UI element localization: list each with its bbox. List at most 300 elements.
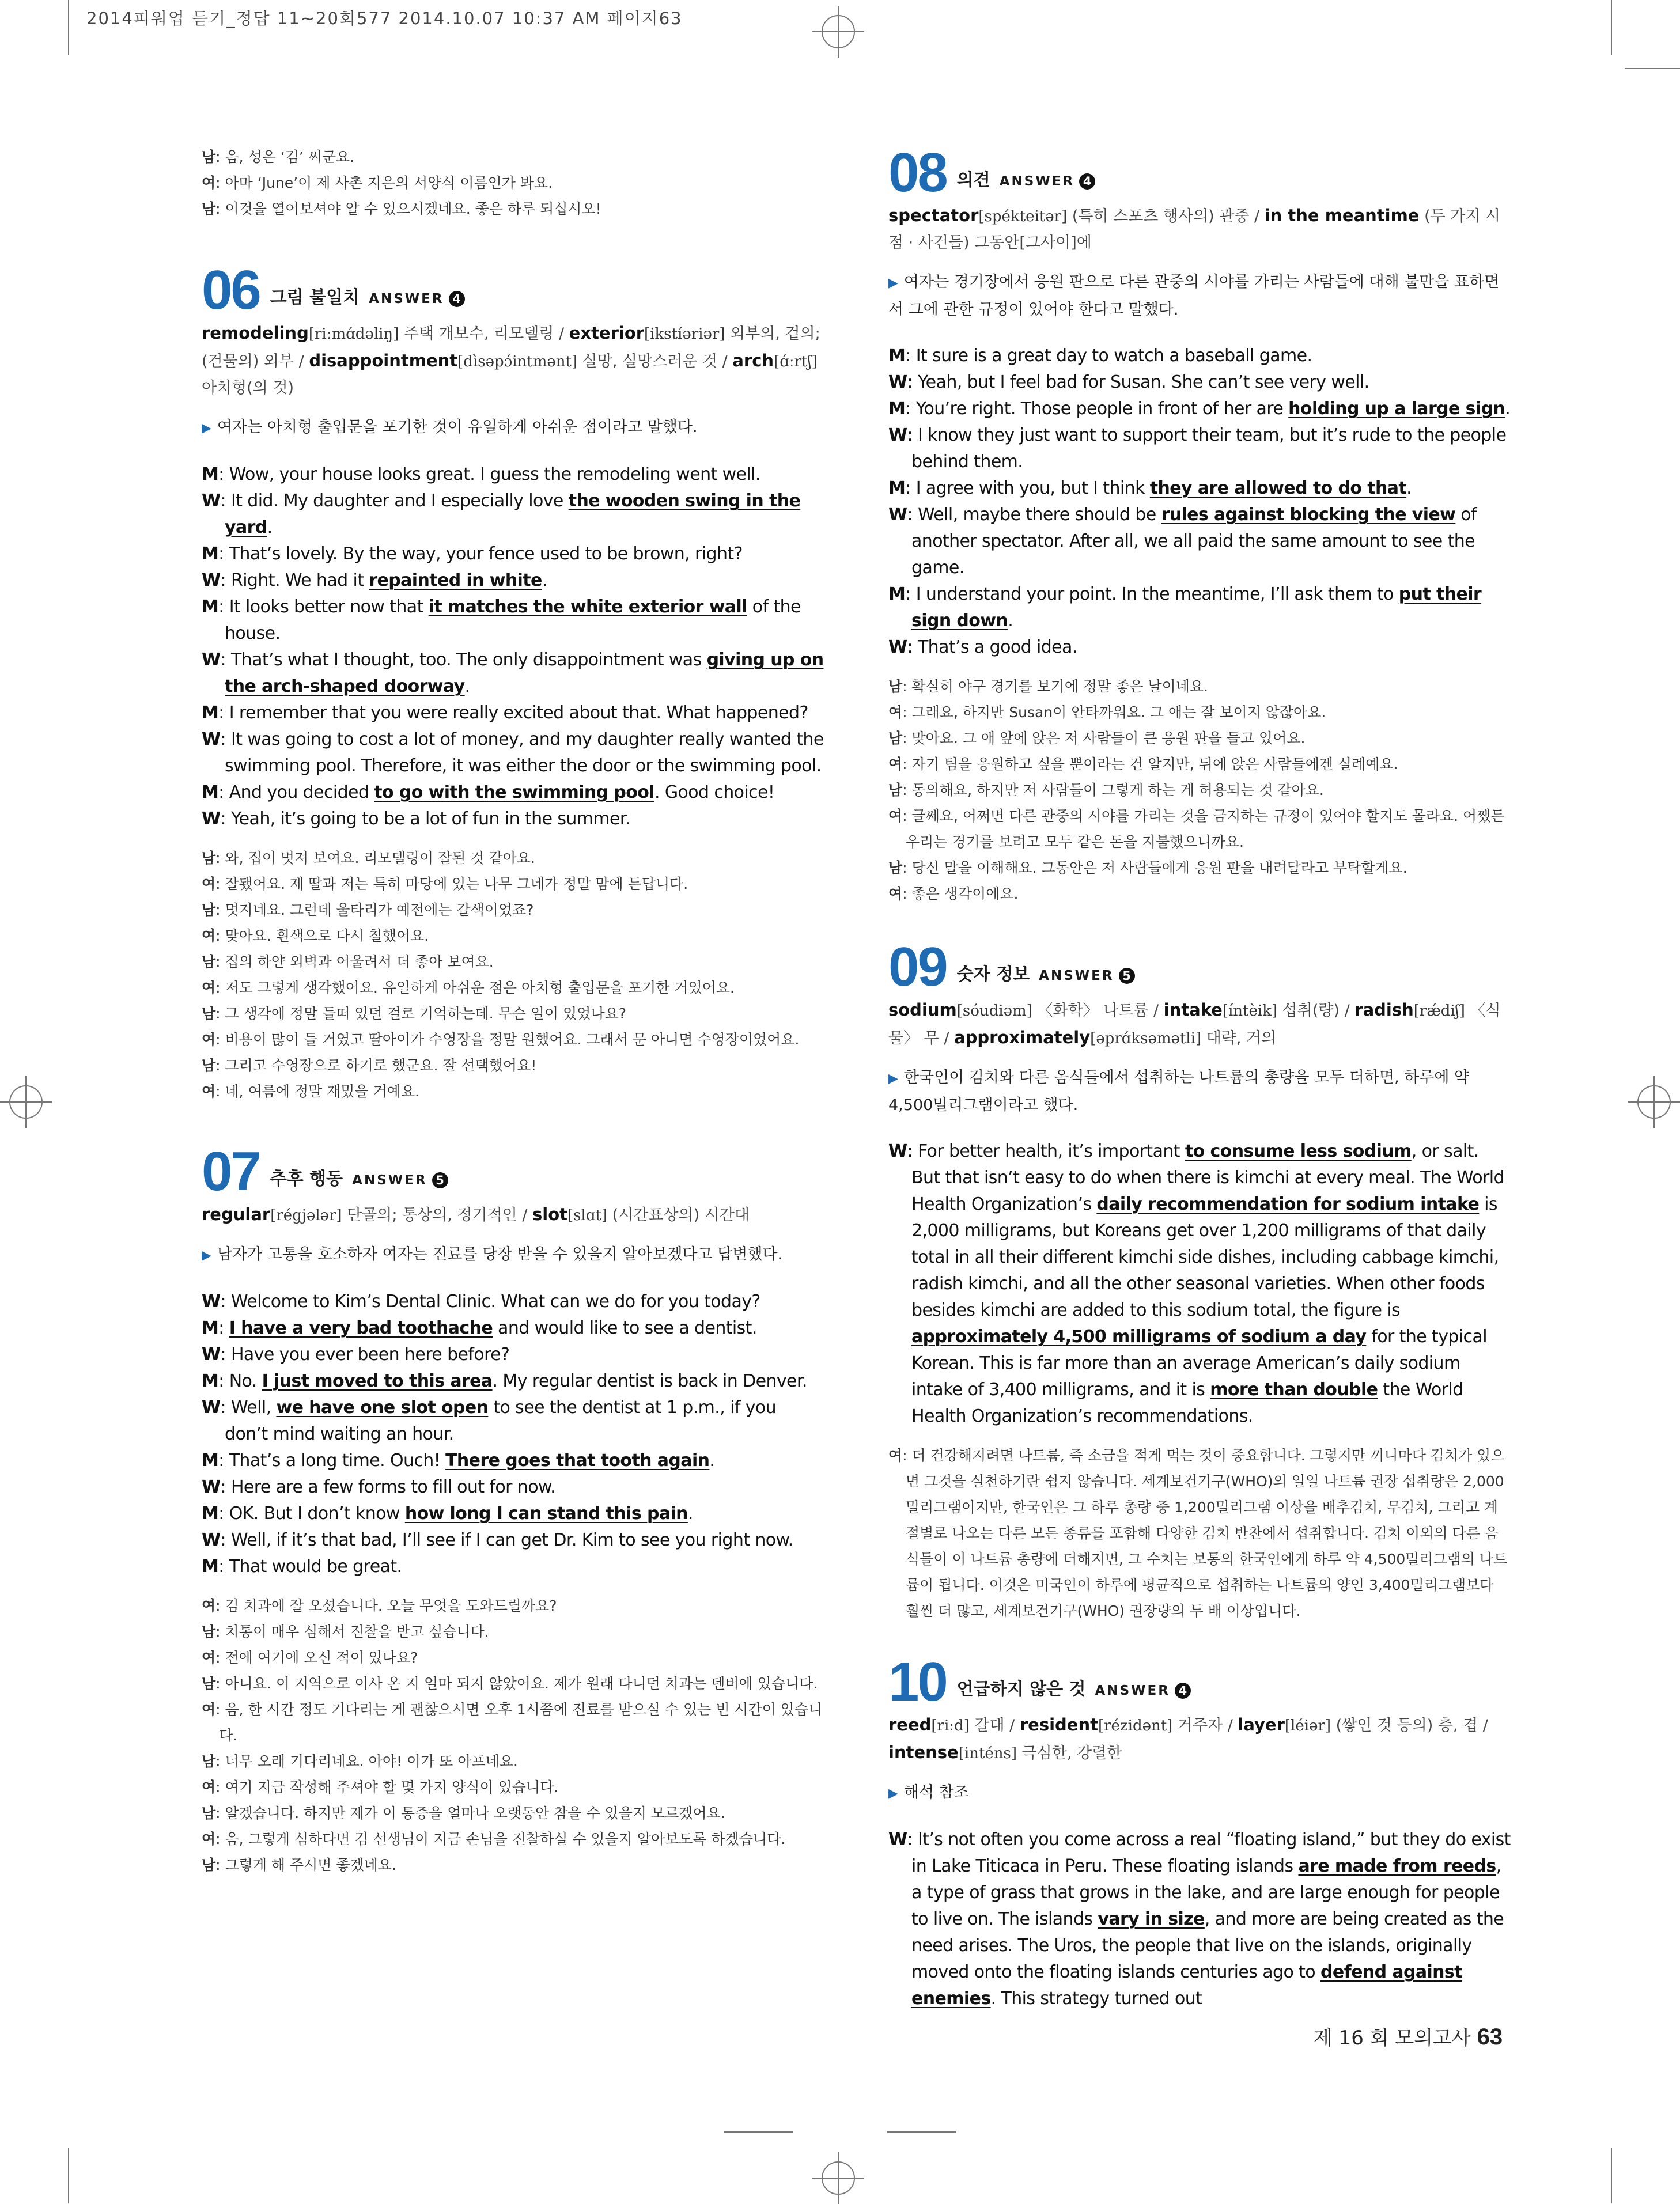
dialog-text: . xyxy=(709,1451,715,1471)
translation-text: : 그렇게 해 주시면 좋겠네요. xyxy=(215,1857,396,1873)
vocab-phonetic: [rǽdiʃ] xyxy=(1413,1002,1465,1020)
answer-number: 4 xyxy=(1175,1683,1191,1699)
registration-mark-icon xyxy=(812,6,864,58)
vocab-phonetic: [spékteitər] xyxy=(978,208,1068,225)
speaker-label: 남 xyxy=(202,1753,216,1770)
speaker-label: 남 xyxy=(202,902,216,918)
translation-text: : 음, 성은 ‘김’ 씨군요. xyxy=(215,149,355,165)
vocab-word: approximately xyxy=(954,1028,1091,1047)
speaker-label: 남 xyxy=(888,782,903,798)
dialog-text: : That’s lovely. By the way, your fence used to be brown, right? xyxy=(218,544,743,564)
section-number: 08 xyxy=(888,142,947,203)
speaker-label: 여 xyxy=(888,1447,903,1464)
section-number: 09 xyxy=(888,936,947,998)
speaker-label: 여 xyxy=(202,927,216,944)
speaker-label: W xyxy=(202,1398,221,1418)
translation-line xyxy=(888,751,1511,777)
spacer xyxy=(888,323,1511,343)
translation-text: : 음, 그렇게 심하다면 김 선생님이 지금 손님을 진찰하실 수 있을지 알아보도록 하겠습니다. xyxy=(215,1831,786,1847)
vocab-phonetic: [riːmɑ́dəliŋ] xyxy=(308,325,399,343)
dialog-text: . Good choice! xyxy=(654,782,775,802)
speaker-label: M xyxy=(888,346,906,366)
speaker-label: W xyxy=(888,1830,907,1850)
vocabulary-list xyxy=(202,320,824,402)
speaker-label: 여 xyxy=(202,1701,216,1718)
speaker-label: 남 xyxy=(202,1005,216,1022)
explanation-text: 여자는 경기장에서 응원 판으로 다른 관중의 시야를 가리는 사람들에 대해 불만을 표하면서 그에 관한 규정이 있어야 한다고 말했다. xyxy=(888,273,1500,319)
vocab-meaning: 거주자 / xyxy=(1172,1717,1238,1735)
dialog-line xyxy=(202,1368,824,1395)
previous-translation-end xyxy=(202,144,824,222)
section-07 xyxy=(202,1134,824,1878)
dialog-text: : It did. My daughter and I especially love xyxy=(220,491,569,511)
section-06 xyxy=(202,253,824,1104)
vocab-phonetic: [ɑ́ːrtʃ] xyxy=(774,353,818,370)
translation-line xyxy=(888,699,1511,725)
dialog-line xyxy=(202,1395,824,1448)
translation-line xyxy=(202,1593,824,1619)
translation-line xyxy=(202,1774,824,1800)
speaker-label: 남 xyxy=(202,1675,216,1692)
section-title: 그림 불일치 xyxy=(270,287,360,308)
dialog-line xyxy=(202,647,824,700)
translation-text: : 그 생각에 정말 들떠 있던 걸로 기억하는데. 무슨 일이 있었나요? xyxy=(215,1005,627,1022)
registration-mark-icon xyxy=(0,1076,52,1128)
answer-label xyxy=(1000,173,1095,190)
speaker-label: 남 xyxy=(202,149,216,165)
vocab-word: intake xyxy=(1163,1000,1223,1020)
speaker-label: 여 xyxy=(202,175,216,191)
dialog-text: : That would be great. xyxy=(218,1557,402,1577)
translation-line xyxy=(202,845,824,871)
dialog-text: : I understand your point. In the meantime, I’ll ask them to xyxy=(905,584,1399,604)
translation-line xyxy=(202,975,824,1001)
dialog-text: : Well, xyxy=(220,1398,277,1418)
dialog-text: : For better health, it’s important xyxy=(907,1141,1185,1161)
speaker-label: 여 xyxy=(202,876,216,892)
translation-line xyxy=(202,1027,824,1052)
dialog-text: , a type of grass that grows in the lake, and are large enough for people to live on. The islands xyxy=(911,1856,1501,1929)
speaker-label: 여 xyxy=(202,1831,216,1847)
spacer xyxy=(202,832,824,845)
page-number: 63 xyxy=(1477,2024,1503,2050)
answer-explanation xyxy=(202,414,824,442)
translation-text: : 치통이 매우 심해서 진찰을 받고 싶습니다. xyxy=(215,1623,489,1640)
dialog-line xyxy=(202,726,824,779)
translation-text: : 너무 오래 기다리네요. 아야! 이가 또 아프네요. xyxy=(215,1753,518,1770)
answer-text: ANSWER xyxy=(1039,968,1114,983)
speaker-label: 여 xyxy=(888,704,903,721)
speaker-label: M xyxy=(202,703,219,723)
section-08 xyxy=(888,135,1511,907)
dialog-line xyxy=(202,1448,824,1474)
footer-label: 제 16 회 모의고사 xyxy=(1314,2027,1471,2050)
section-title: 숫자 정보 xyxy=(956,964,1030,984)
dialog-text: : Yeah, it’s going to be a lot of fun in the summer. xyxy=(220,809,630,829)
section-number: 10 xyxy=(888,1651,947,1713)
speaker-label: 남 xyxy=(202,1805,216,1821)
translation-line xyxy=(888,855,1511,881)
translation-text: : 확실히 야구 경기를 보기에 정말 좋은 날이네요. xyxy=(902,678,1209,695)
translation-text: : 글쎄요, 어쩌면 다른 관중의 시야를 가리는 것을 금지하는 규정이 있어야 할지도 몰라요. 어쨌든 우리는 경기를 보려고 모두 같은 돈을 지불했으니까요. xyxy=(902,808,1505,850)
key-phrase: holding up a large sign xyxy=(1288,399,1505,419)
translation-text: : 음, 한 시간 정도 기다리는 게 괜찮으시면 오후 1시쯤에 진료를 받으실 수 있는 빈 시간이 있습니다. xyxy=(215,1701,823,1744)
section-number: 06 xyxy=(202,259,260,321)
speaker-label: 여 xyxy=(202,1083,216,1100)
speaker-label: W xyxy=(202,809,221,829)
speaker-label: 남 xyxy=(202,1857,216,1873)
answer-text: ANSWER xyxy=(352,1173,427,1188)
translation-text: : 집의 하얀 외벽과 어울려서 더 좋아 보여요. xyxy=(215,953,494,970)
key-phrase: they are allowed to do that xyxy=(1149,478,1407,498)
vocab-word: exterior xyxy=(569,323,645,343)
translation-text: : 동의해요, 하지만 저 사람들이 그렇게 하는 게 허용되는 것 같아요. xyxy=(902,782,1324,798)
dialog-text: : It’s not often you come across a real “floating island,” but they do exist in Lake Titicaca in Peru. These floating islands xyxy=(907,1830,1511,1876)
translation-text: : 잘됐어요. 제 딸과 저는 특히 마당에 있는 나무 그네가 정말 맘에 든답니다. xyxy=(215,876,688,892)
dialog-text: . This strategy turned out xyxy=(990,1989,1202,2009)
key-phrase: defend against enemies xyxy=(911,1962,1462,2009)
translation-line xyxy=(888,881,1511,907)
crop-mark xyxy=(1625,68,1680,69)
section-09 xyxy=(888,930,1511,1624)
speaker-label: W xyxy=(202,491,221,511)
speaker-label: M xyxy=(202,1371,219,1391)
dialog-text: : It was going to cost a lot of money, and my daughter really wanted the swimming pool. Therefore, it was either the door or the swimming pool. xyxy=(220,729,824,776)
print-header: 2014피워업 듣기_정답 11~20회577 2014.10.07 10:37 AM 페이지63 xyxy=(86,9,683,28)
explanation-text: 해석 참조 xyxy=(903,1783,969,1801)
speaker-label: W xyxy=(888,505,907,525)
spacer xyxy=(202,1580,824,1593)
speaker-label: M xyxy=(888,478,906,498)
vocab-phonetic: [íntèik] xyxy=(1222,1002,1278,1020)
vocab-meaning: (두 가지 시점 · 사건들) 그동안[그사이]에 xyxy=(888,207,1501,252)
translation-text: : 비용이 많이 들 거였고 딸아이가 수영장을 정말 원했어요. 그래서 문 아니면 수영장이었어요. xyxy=(215,1031,800,1048)
speaker-label: M xyxy=(202,597,219,617)
translation-text: : 그래요, 하지만 Susan이 안타까워요. 그 애는 잘 보이지 않잖아요. xyxy=(902,704,1326,721)
speaker-label: 남 xyxy=(888,730,903,747)
dialog-text: : Welcome to Kim’s Dental Clinic. What can we do for you today? xyxy=(220,1292,760,1312)
dialog-text: for the typical Korean. This is far more than an average American’s daily sodium intake of 3,400 milligrams, and it is xyxy=(911,1327,1487,1400)
key-phrase: we have one slot open xyxy=(276,1398,489,1418)
dialog-text: . xyxy=(1008,611,1013,631)
vocab-meaning: (쌓인 것 등의) 층, 겹 / xyxy=(1331,1717,1488,1735)
speaker-label: 여 xyxy=(202,1649,216,1666)
translation-line xyxy=(202,1696,824,1748)
speaker-label: W xyxy=(202,1292,221,1312)
translation-block xyxy=(888,1442,1511,1624)
explanation-text: 남자가 고통을 호소하자 여자는 진료를 당장 받을 수 있을지 알아보겠다고 답변했다. xyxy=(217,1245,783,1263)
key-phrase: the wooden swing in the yard xyxy=(225,491,801,537)
key-phrase: giving up on the arch-shaped doorway xyxy=(225,650,824,696)
translation-line xyxy=(202,196,824,222)
left-column xyxy=(202,144,824,1878)
translation-line xyxy=(202,170,824,196)
crop-mark xyxy=(68,2148,69,2203)
triangle-bullet-icon: ▶ xyxy=(202,421,211,436)
translation-line xyxy=(202,144,824,170)
dialog-text: : Yeah, but I feel bad for Susan. She can’t see very well. xyxy=(907,372,1369,392)
vocab-meaning: 실망, 실망스러운 것 / xyxy=(577,353,733,370)
speaker-label: 남 xyxy=(202,1623,216,1640)
key-phrase: more than double xyxy=(1210,1380,1378,1400)
dialog-line xyxy=(202,1501,824,1527)
vocab-meaning: 주택 개보수, 리모델링 / xyxy=(399,325,569,343)
translation-text: : 더 건강해지려면 나트륨, 즉 소금을 적게 먹는 것이 중요합니다. 그렇지만 끼니마다 김치가 있으면 그것을 실천하기란 쉽지 않습니다. 세계보건기구(WHO)의 일일 나트륨 권장 섭취량은 2,000밀리그램이지만, 한국인은 그 하루 총량 중 1,200밀리그램 이상을 배추김치, 무김치, 그리고 계절별로 나오는 다른 모든 종류를 포함해 다양한 김치 반찬에서 섭취합니다. 김치 이외의 다른 음식들이 이 나트륨 총량에 더해지면, 그 수치는 보통의 한국인에게 하루 약 4,500밀리그램의 나트륨이 됩니다. 이것은 미국인이 하루에 평균적으로 섭취하는 나트륨의 양인 3,400밀리그램보다 훨씬 더 많고, 세계보건기구(WHO) 권장량의 두 배 이상입니다. xyxy=(902,1447,1508,1619)
dialog-line xyxy=(202,700,824,726)
translation-line xyxy=(202,871,824,897)
vocabulary-list xyxy=(888,1711,1511,1767)
spacer xyxy=(202,1269,824,1289)
dialog-line xyxy=(202,1527,824,1554)
translation-text: : 아니요. 이 지역으로 이사 온 지 얼마 되지 않았어요. 제가 원래 다니던 치과는 덴버에 있습니다. xyxy=(215,1675,818,1692)
dialog-text: to see the dentist at 1 p.m., if you don’t mind waiting an hour. xyxy=(225,1398,777,1444)
answer-label xyxy=(1039,968,1134,984)
speaker-label: 남 xyxy=(888,678,903,695)
translation-line xyxy=(202,1001,824,1027)
speaker-label: W xyxy=(202,650,221,670)
speaker-label: W xyxy=(888,1141,907,1161)
dialog-line xyxy=(888,422,1511,475)
dialog-line xyxy=(202,779,824,806)
speaker-label: M xyxy=(202,1318,219,1338)
vocab-word: sodium xyxy=(888,1000,957,1020)
vocabulary-list xyxy=(202,1201,824,1229)
speaker-label: M xyxy=(202,1451,219,1471)
section-heading xyxy=(888,1645,1511,1713)
dialog-text: : I remember that you were really excited about that. What happened? xyxy=(218,703,808,723)
translation-line xyxy=(202,1078,824,1104)
speaker-label: 남 xyxy=(202,953,216,970)
dialog-line xyxy=(202,1315,824,1342)
speaker-label: W xyxy=(888,637,907,657)
dialog-text: . xyxy=(1505,399,1511,419)
dialog-text: : Wow, your house looks great. I guess the remodeling went well. xyxy=(218,464,760,484)
speaker-label: W xyxy=(888,372,907,392)
vocab-phonetic: [inténs] xyxy=(958,1745,1017,1762)
speaker-label: 남 xyxy=(888,859,903,876)
vocab-word: slot xyxy=(532,1205,568,1224)
answer-number: 4 xyxy=(449,291,465,307)
dialog-text: . My regular dentist is back in Denver. xyxy=(492,1371,807,1391)
dialog-text: : Have you ever been here before? xyxy=(220,1345,510,1365)
section-number: 07 xyxy=(202,1141,260,1202)
dialog-line xyxy=(202,1342,824,1368)
section-heading xyxy=(888,135,1511,203)
dialog-text: : It sure is a great day to watch a baseball game. xyxy=(905,346,1312,366)
dialog-line xyxy=(888,1827,1511,2012)
dialog-text: . xyxy=(267,517,273,537)
speaker-label: M xyxy=(888,584,906,604)
explanation-text: 한국인이 김치와 다른 음식들에서 섭취하는 나트륨의 총량을 모두 더하면, 하루에 약 4,500밀리그램이라고 했다. xyxy=(888,1069,1470,1114)
speaker-label: M xyxy=(202,464,219,484)
translation-line xyxy=(202,1619,824,1645)
vocab-meaning: 아치형(의 것) xyxy=(202,379,294,397)
speaker-label: 남 xyxy=(202,1057,216,1074)
dialog-line xyxy=(202,1289,824,1315)
dialog-line xyxy=(202,488,824,541)
translation-text: : 맞아요. 흰색으로 다시 칠했어요. xyxy=(215,927,429,944)
dialog-text: : That’s a good idea. xyxy=(907,637,1077,657)
vocab-meaning: 단골의; 통상의, 정기적인 / xyxy=(342,1206,533,1224)
dialog-line xyxy=(202,541,824,567)
page-footer xyxy=(1314,2022,1503,2050)
key-phrase: to consume less sodium xyxy=(1185,1141,1412,1161)
translation-line xyxy=(202,923,824,949)
vocab-meaning: (시간표상의) 시간대 xyxy=(607,1206,750,1224)
translation-text: : 알겠습니다. 하지만 제가 이 통증을 얼마나 오랫동안 참을 수 있을지 모르겠어요. xyxy=(215,1805,725,1821)
translation-text: : 이것을 열어보셔야 알 수 있으시겠네요. 좋은 하루 되십시오! xyxy=(215,200,601,217)
answer-number: 4 xyxy=(1079,173,1095,190)
key-phrase: rules against blocking the view xyxy=(1161,505,1456,525)
answer-text: ANSWER xyxy=(369,291,444,306)
vocab-phonetic: [əprɑ́ksəmətli] xyxy=(1090,1030,1202,1047)
translation-line xyxy=(888,1442,1511,1624)
vocab-meaning: 갈대 / xyxy=(969,1717,1020,1735)
translation-text: : 맞아요. 그 애 앞에 앉은 저 사람들이 큰 응원 판을 들고 있어요. xyxy=(902,730,1306,747)
translation-line xyxy=(888,673,1511,699)
key-phrase: There goes that tooth again xyxy=(445,1451,710,1471)
translation-block xyxy=(888,673,1511,907)
speaker-label: W xyxy=(888,425,907,445)
dialog-text: , or salt. But that isn’t easy to do when there is kimchi at every meal. The World Health Organization’s xyxy=(911,1141,1504,1214)
dialog-text: : That’s a long time. Ouch! xyxy=(218,1451,446,1471)
dialog-line xyxy=(202,461,824,488)
translation-line xyxy=(202,1645,824,1671)
dialog-text: , and more are being created as the need arises. The Uros, the people that live on the islands, originally moved onto the floating islands centuries ago to xyxy=(911,1909,1504,1982)
vocab-phonetic: [riːd] xyxy=(931,1717,970,1735)
dialog-line xyxy=(888,1138,1511,1430)
dialog-text: : You’re right. Those people in front of her are xyxy=(905,399,1289,419)
speaker-label: 여 xyxy=(202,1779,216,1796)
vocab-phonetic: [slɑt] xyxy=(567,1207,608,1224)
dialog-text: : Well, maybe there should be xyxy=(907,505,1161,525)
vocab-word: regular xyxy=(202,1205,271,1224)
crop-mark xyxy=(1611,0,1612,55)
speaker-label: M xyxy=(202,1504,219,1524)
section-heading xyxy=(888,930,1511,998)
crop-mark xyxy=(68,0,69,55)
vocab-word: resident xyxy=(1019,1715,1098,1735)
spacer xyxy=(202,442,824,461)
vocab-phonetic: [dìsəpɔ́intmənt] xyxy=(457,353,578,370)
vocab-phonetic: [régjələr] xyxy=(270,1207,342,1224)
vocab-phonetic: [sóudiəm] xyxy=(956,1002,1032,1020)
dialog-text: : Well, if it’s that bad, I’ll see if I can get Dr. Kim to see you right now. xyxy=(220,1530,793,1550)
translation-text: : 전에 여기에 오신 적이 있나요? xyxy=(215,1649,418,1666)
section-heading xyxy=(202,253,824,321)
translation-text: : 아마 ‘June’이 제 사촌 지은의 서양식 이름인가 봐요. xyxy=(215,175,553,191)
vocab-meaning: 외부의, 겉의; (건물의) 외부 / xyxy=(202,325,820,370)
vocab-phonetic: [léiər] xyxy=(1284,1717,1331,1735)
speaker-label: W xyxy=(202,729,221,749)
dialog-text: : OK. But I don’t know xyxy=(218,1504,405,1524)
dialog-line xyxy=(202,1474,824,1501)
translation-text: : 당신 말을 이해해요. 그동안은 저 사람들에게 응원 판을 내려달라고 부탁할게요. xyxy=(902,859,1407,876)
vocab-meaning: 〈식물〉 무 / xyxy=(888,1002,1501,1047)
translation-text: : 김 치과에 잘 오셨습니다. 오늘 무엇을 도와드릴까요? xyxy=(215,1597,557,1614)
dialog-text: . xyxy=(464,676,470,696)
spacer xyxy=(888,661,1511,673)
speaker-label: 여 xyxy=(888,756,903,772)
speaker-label: W xyxy=(202,1345,221,1365)
speaker-label: M xyxy=(202,782,219,802)
answer-text: ANSWER xyxy=(999,174,1075,189)
vocab-meaning: 〈화학〉 나트륨 / xyxy=(1032,1002,1164,1020)
vocab-phonetic: [ikstíəriər] xyxy=(644,325,725,343)
translation-line xyxy=(888,803,1511,855)
translation-text: : 좋은 생각이에요. xyxy=(902,885,1019,902)
translation-line xyxy=(202,1800,824,1826)
key-phrase: repainted in white xyxy=(369,570,542,590)
answer-label xyxy=(1095,1683,1191,1699)
vocab-meaning: 대략, 거의 xyxy=(1201,1029,1277,1047)
vocabulary-list xyxy=(888,997,1511,1052)
vocab-meaning: 극심한, 강렬한 xyxy=(1016,1744,1122,1762)
dialog-text: of another spectator. After all, we all paid the same amount to see the game. xyxy=(911,505,1477,578)
dialog-line xyxy=(888,369,1511,396)
answer-label xyxy=(352,1172,448,1188)
translation-text: : 저도 그렇게 생각했어요. 유일하게 아쉬운 점은 아치형 출입문을 포기한 거였어요. xyxy=(215,979,735,996)
dialog-text: : It looks better now that xyxy=(218,597,429,617)
dialog-line xyxy=(888,343,1511,369)
dialog-text: : Here are a few forms to fill out for now. xyxy=(220,1477,556,1497)
answer-label xyxy=(369,291,464,307)
vocab-word: remodeling xyxy=(202,323,309,343)
translation-text: : 멋지네요. 그런데 울타리가 예전에는 갈색이었죠? xyxy=(215,902,534,918)
section-title: 추후 행동 xyxy=(270,1169,343,1189)
dialog-text: of the house. xyxy=(225,597,801,643)
translation-line xyxy=(888,777,1511,803)
dialog-line xyxy=(202,806,824,832)
translation-line xyxy=(202,1052,824,1078)
explanation-text: 여자는 아치형 출입문을 포기한 것이 유일하게 아쉬운 점이라고 말했다. xyxy=(217,418,698,436)
dialog-text: . xyxy=(1406,478,1412,498)
key-phrase: I have a very bad toothache xyxy=(229,1318,493,1338)
vocab-word: radish xyxy=(1354,1000,1414,1020)
vocab-word: reed xyxy=(888,1715,932,1735)
speaker-label: 여 xyxy=(888,808,903,824)
section-title: 언급하지 않은 것 xyxy=(956,1679,1086,1699)
dialog-line xyxy=(202,1554,824,1580)
vocab-meaning: 섭취(량) / xyxy=(1277,1002,1355,1020)
vocab-phonetic: [rézidənt] xyxy=(1098,1717,1173,1735)
key-phrase: approximately 4,500 milligrams of sodium a day xyxy=(911,1327,1367,1347)
vocab-word: disappointment xyxy=(309,351,458,370)
key-phrase: to go with the swimming pool xyxy=(374,782,654,802)
speaker-label: M xyxy=(202,1557,219,1577)
dialog-line xyxy=(888,634,1511,661)
triangle-bullet-icon: ▶ xyxy=(202,1248,211,1263)
translation-text: : 와, 집이 멋져 보여요. 리모델링이 잘된 것 같아요. xyxy=(215,850,535,866)
section-10 xyxy=(888,1645,1511,2012)
key-phrase: are made from reeds xyxy=(1298,1856,1496,1876)
answer-explanation xyxy=(888,269,1511,323)
spacer xyxy=(888,1119,1511,1138)
speaker-label: M xyxy=(888,399,906,419)
key-phrase: it matches the white exterior wall xyxy=(428,597,747,617)
registration-mark-icon xyxy=(812,2152,864,2204)
answer-text: ANSWER xyxy=(1095,1683,1170,1698)
answer-explanation xyxy=(888,1779,1511,1807)
speaker-label: W xyxy=(202,1477,221,1497)
translation-line xyxy=(202,897,824,923)
dialog-text: . xyxy=(542,570,547,590)
translation-line xyxy=(202,1671,824,1696)
vocab-word: layer xyxy=(1238,1715,1285,1735)
answer-explanation xyxy=(888,1065,1511,1119)
speaker-label: 남 xyxy=(202,850,216,866)
speaker-label: 여 xyxy=(202,1031,216,1048)
